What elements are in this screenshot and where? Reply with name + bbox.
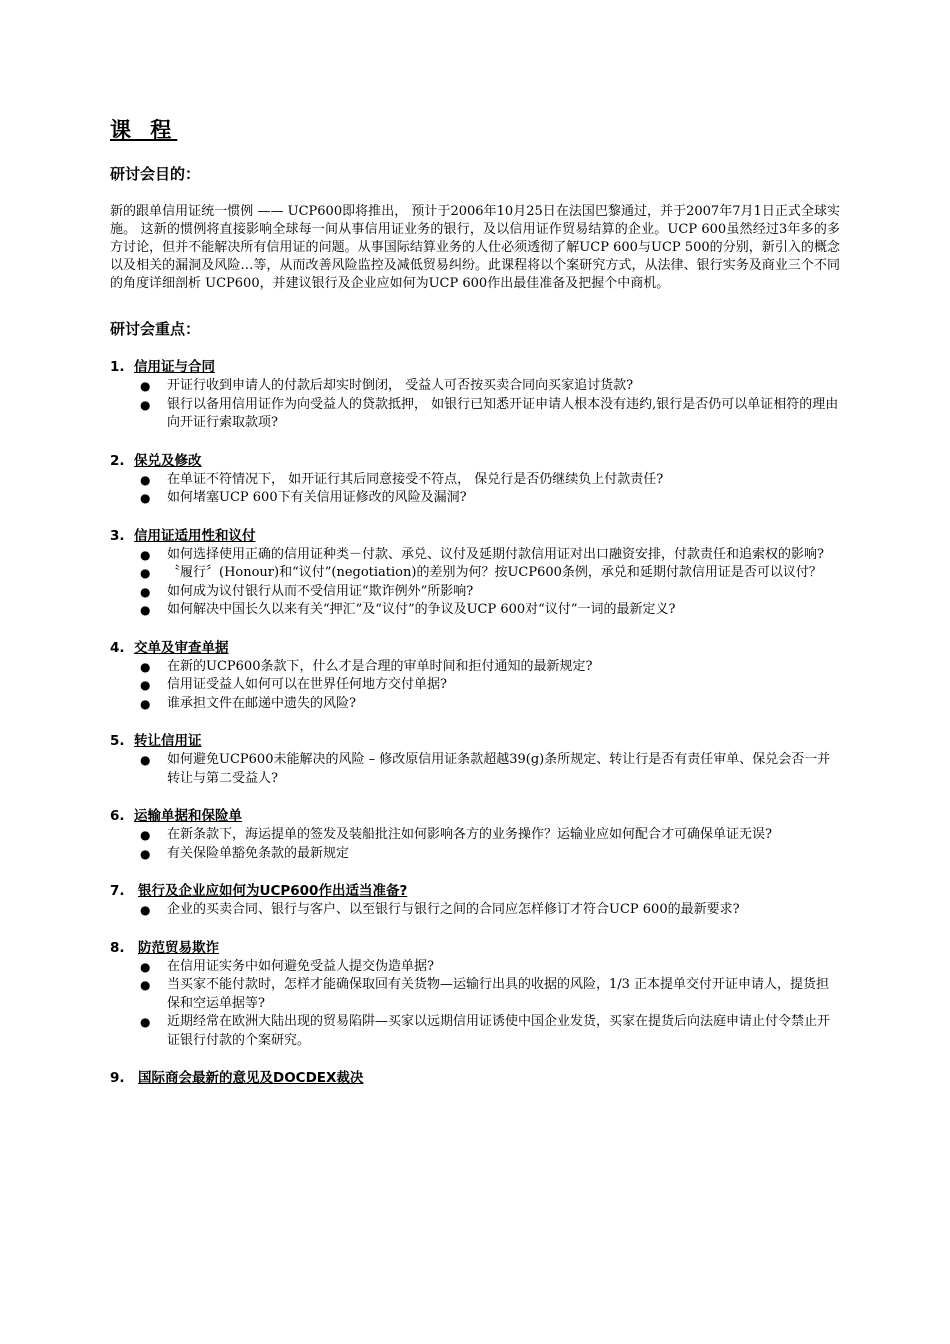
section-title: 转让信用证 [134,733,202,749]
list-item-text: 当买家不能付款时，怎样才能确保取回有关货物—运输行出具的收据的风险，1/3 正本提单交付开证申请人，提货担保和空运单据等? [167,977,830,1011]
list-item [110,695,840,714]
list-item-text: 谁承担文件在邮递中遗失的风险? [167,695,356,711]
list-item-text: 如何解决中国长久以来有关“押汇”及“议付”的争议及UCP 600对“议付”一词的最新定义? [167,602,676,617]
list-item [110,901,840,920]
section-title: 运输单据和保险单 [134,808,242,824]
focus-section [110,732,840,788]
section-number: 1. [110,359,125,375]
section-heading [110,882,840,901]
list-item [110,471,840,490]
section-number: 2. [110,452,125,469]
list-item [110,546,840,565]
list-item [110,377,840,396]
section-number: 7. [110,883,125,899]
list-item [110,396,840,433]
list-item-text: 近期经常在欧洲大陆出现的贸易陷阱—买家以远期信用证诱使中国企业发货，买家在提货后向法庭申请止付令禁止开证银行付款的个案研究。 [167,1014,831,1048]
list-item-text: 如何成为议付银行从而不受信用证“欺诈例外”所影响? [167,583,474,599]
list-item [110,676,840,695]
document-page [110,114,840,1107]
list-item-text: 开证行收到申请人的付款后却实时倒闭， 受益人可否按买卖合同向买家追讨货款? [167,378,634,393]
section-heading [110,732,840,751]
focus-section [110,939,840,1051]
focus-heading: 研讨会重点： [110,320,201,338]
list-item-text: 〝履行〞(Honour)和“议付”(negotiation)的差别为何？按UCP600条例，承兑和延期付款信用证是否可以议付？ [167,565,822,580]
focus-section [110,1069,840,1088]
bullet-list [110,826,840,863]
bullet-icon: ● [140,978,151,992]
section-heading [110,939,840,958]
section-heading [110,1069,840,1088]
objective-paragraph: 新的跟单信用证统一惯例 —— UCP600即将推出， 预计于2006年10月25日在法国巴黎通过，并于2007年7月1日正式全球实施。 这新的惯例将直接影响全球每一间从事信用证业务的银行，及以信用证作贸易结算的企业。UCP 600虽然经过3年多的多方讨论，但并不能解决所有信用证的问题。从事国际结算业务的人仕必须透彻了解UCP 600与UCP 500的分别，新引入的概念以及相关的漏洞及风险…等，从而改善风险监控及减低贸易纠纷。此课程将以个案研究方式，从法律、银行实务及商业三个不同的角度详细剖析 UCP600，并建议银行及企业应如何为UCP 600作出最佳准备及把握个中商机。 [110,204,840,291]
list-item [110,601,840,620]
section-number: 3. [110,527,125,544]
list-item-text: 如何避免UCP600未能解决的风险 – 修改原信用证条款超越39(g)条所规定、转让行是否有责任审单、保兑会否一并转让与第二受益人? [167,752,831,786]
list-item-text: 在信用证实务中如何避免受益人提交伪造单据? [167,958,434,974]
list-item-text: 如何堵塞UCP 600下有关信用证修改的风险及漏洞? [167,490,467,505]
bullet-icon: ● [140,959,151,974]
section-number: 5. [110,733,125,749]
list-item-text: 如何选择使用正确的信用证种类－付款、承兑、议付及延期付款信用证对出口融资安排，付款责任和追索权的影响? [167,546,824,562]
list-item [110,1013,840,1050]
bullet-icon: ● [140,828,151,842]
list-item [110,958,840,977]
section-number: 4. [110,639,125,656]
list-item [110,583,840,602]
bullet-list [110,658,840,714]
objective-heading: 研讨会目的： [110,165,201,183]
section-title: 保兑及修改 [134,452,202,469]
list-item-text: 银行以备用信用证作为向受益人的贷款抵押， 如银行已知悉开证申请人根本没有违约,银行是否仍可以单证相符的理由向开证行索取款项? [167,396,839,430]
section-number: 6. [110,808,125,824]
section-heading [110,358,840,377]
section-heading [110,452,840,471]
list-item [110,826,840,845]
bullet-icon: ● [140,379,151,393]
section-number: 8. [110,939,125,956]
bullet-icon: ● [140,659,151,674]
bullet-icon: ● [140,491,151,505]
list-item-text: 在单证不符情况下， 如开证行其后同意接受不符点， 保兑行是否仍继续负上付款责任? [167,471,664,487]
bullet-list [110,546,840,620]
section-number: 9. [110,1070,125,1086]
list-item-text: 有关保险单豁免条款的最新规定 [167,845,350,861]
focus-section [110,807,840,863]
list-item-text: 企业的买卖合同、银行与客户、以至银行与银行之间的合同应怎样修订才符合UCP 600的最新要求? [167,902,740,917]
list-item [110,489,840,508]
bullet-icon: ● [140,584,151,599]
bullet-icon: ● [140,1015,151,1029]
bullet-icon: ● [140,566,151,580]
bullet-icon: ● [140,753,151,767]
bullet-icon: ● [140,397,151,412]
bullet-icon: ● [140,678,151,692]
focus-section [110,527,840,620]
bullet-list [110,377,840,433]
focus-section [110,882,840,920]
section-title: 信用证与合同 [134,359,215,375]
bullet-list [110,471,840,508]
bullet-icon: ● [140,696,151,711]
list-item [110,564,840,583]
list-item [110,845,840,864]
bullet-list [110,901,840,920]
bullet-icon: ● [140,903,151,917]
list-item [110,976,840,1013]
bullet-icon: ● [140,547,151,562]
section-title: 防范贸易欺诈 [138,939,219,956]
focus-section [110,452,840,508]
section-heading [110,639,840,658]
section-heading [110,527,840,546]
list-item [110,658,840,677]
section-heading [110,807,840,826]
focus-section [110,358,840,433]
section-title: 银行及企业应如何为UCP600作出适当准备? [138,883,408,899]
list-item-text: 在新条款下，海运提单的签发及装船批注如何影响各方的业务操作？运输业应如何配合才可确保单证无误? [167,827,772,842]
list-item [110,751,840,788]
bullet-icon: ● [140,603,151,617]
list-item-text: 信用证受益人如何可以在世界任何地方交付单据? [167,677,447,692]
list-item-text: 在新的UCP600条款下，什么才是合理的审单时间和拒付通知的最新规定? [167,658,593,674]
section-title: 信用证适用性和议付 [134,527,256,544]
bullet-icon: ● [140,472,151,487]
bullet-list [110,751,840,788]
section-title: 国际商会最新的意见及DOCDEX裁决 [138,1070,364,1086]
focus-sections [110,358,840,1088]
bullet-list [110,958,840,1051]
focus-section [110,639,840,714]
section-title: 交单及审查单据 [134,639,229,656]
bullet-icon: ● [140,846,151,861]
page-title: 课 程 [110,118,178,142]
